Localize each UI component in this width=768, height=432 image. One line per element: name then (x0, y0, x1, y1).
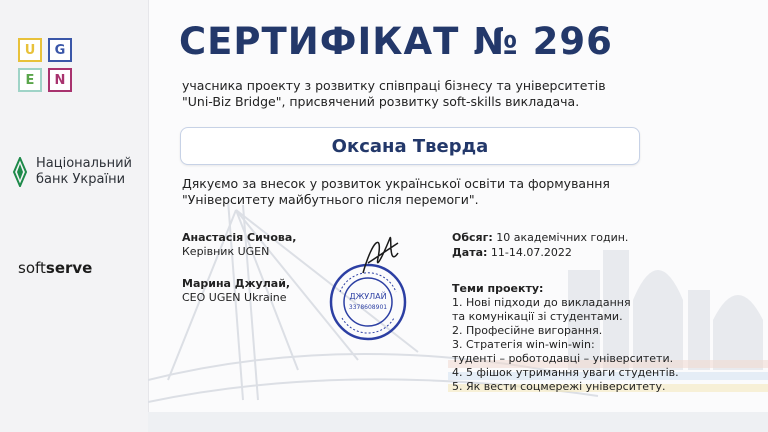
volume-line (452, 231, 628, 245)
subtitle-line-2: "Uni-Biz Bridge", присвячений розвитку soft-skills викладача. (182, 94, 580, 109)
nbu-line-1: Національний (36, 156, 132, 171)
topic-line: 5. Як вести соцмережі університету. (452, 380, 666, 393)
thanks-line-2: "Університету майбутнього після перемоги". (182, 192, 479, 207)
date-line (452, 246, 572, 260)
softserve-logo (18, 259, 92, 277)
volume-label: Обсяг: (452, 231, 493, 244)
date-label: Дата: (452, 246, 488, 259)
topic-line: 2. Професійне вигорання. (452, 324, 603, 337)
ugen-letter-g: G (48, 38, 72, 62)
signature-icon (358, 228, 408, 288)
signatory-2-role: CEO UGEN Ukraine (182, 291, 287, 304)
recipient-name-box (180, 127, 640, 165)
date-value: 11-14.07.2022 (490, 246, 572, 259)
topic-line: тудентi – роботодавці – університети. (452, 352, 674, 365)
signatory-1-role: Керівник UGEN (182, 245, 270, 258)
certificate-subtitle (182, 78, 742, 110)
softserve-part-1: soft (18, 259, 46, 277)
thanks-text (182, 176, 742, 208)
ugen-letter-n: N (48, 68, 72, 92)
subtitle-line-1: учасника проекту з розвитку співпраці бізнесу та університетів (182, 78, 606, 93)
topic-line: 1. Нові підходи до викладання (452, 296, 631, 309)
volume-value: 10 академічних годин. (496, 231, 629, 244)
ugen-letter-e: E (18, 68, 42, 92)
ugen-letter-u: U (18, 38, 42, 62)
signatory-2 (182, 277, 290, 305)
svg-text:3378608901: 3378608901 (348, 304, 388, 311)
signatory-1-name: Анастасія Сичова, (182, 231, 297, 244)
nbu-line-2: банк України (36, 172, 126, 187)
topics-label: Теми проекту: (452, 282, 544, 295)
svg-text:ДЖУЛАЙ: ДЖУЛАЙ (349, 292, 387, 301)
signatory-1 (182, 231, 297, 259)
thanks-line-1: Дякуємо за внесок у розвиток української освіти та формування (182, 176, 610, 191)
topic-line: та комунікації зі студентами. (452, 310, 623, 323)
softserve-part-2: serve (45, 259, 93, 277)
signatory-2-name: Марина Джулай, (182, 277, 291, 290)
nbu-text (36, 156, 132, 188)
certificate-body (148, 0, 768, 432)
ugen-logo (18, 38, 78, 96)
recipient-name: Оксана Тверда (331, 135, 489, 157)
topic-line: 3. Стратегія win-win-win: (452, 338, 595, 351)
topic-line: 4. 5 фішок утримання уваги студентів. (452, 366, 679, 379)
topics-block (452, 282, 679, 394)
nbu-logo (12, 156, 132, 188)
sidebar (0, 0, 149, 432)
certificate-title: СЕРТИФІКАТ № 296 (179, 20, 613, 63)
nbu-emblem-icon (12, 157, 28, 187)
